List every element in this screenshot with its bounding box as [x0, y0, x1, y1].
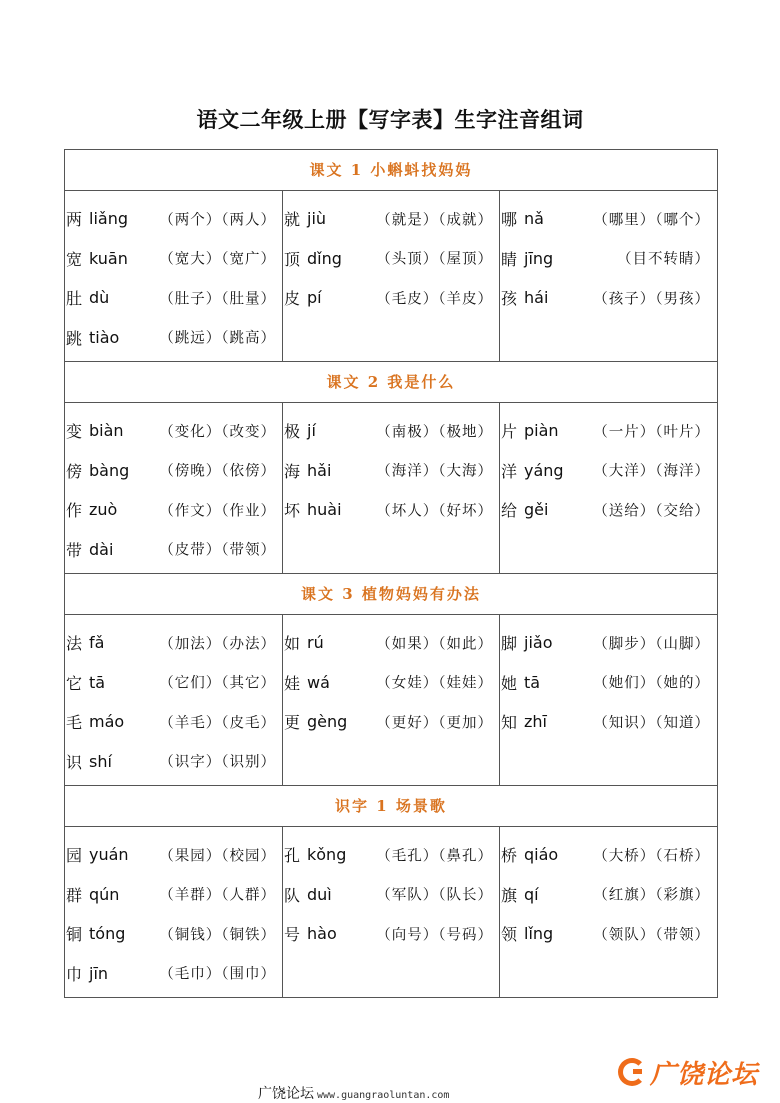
character-entry [500, 239, 716, 279]
lesson-column [499, 191, 716, 361]
pinyin: duì [307, 884, 332, 904]
pinyin: qún [89, 884, 120, 904]
word-examples: （毛孔）（鼻孔） [376, 848, 493, 865]
character: 队 [284, 885, 301, 905]
character: 给 [501, 501, 518, 521]
word-examples: （向号）（号码） [376, 927, 493, 944]
lesson-heading: 课文 1 小蝌蚪找妈妈 [65, 150, 717, 191]
character: 极 [284, 422, 301, 442]
pinyin: kǒng [307, 845, 347, 865]
character-entry [500, 199, 716, 239]
word-examples: （南极）（极地） [376, 424, 493, 441]
pinyin: zhī [524, 712, 547, 732]
character-entry [65, 199, 282, 239]
pinyin: lǐng [524, 924, 554, 944]
word-examples: （果园）（校园） [159, 848, 276, 865]
pinyin: qiáo [524, 845, 559, 865]
character-entry [65, 278, 282, 318]
character: 两 [66, 210, 83, 230]
pinyin: tā [89, 672, 106, 692]
character-entry [65, 239, 282, 279]
character-entry [65, 318, 282, 358]
pinyin: tiào [89, 327, 120, 347]
word-examples: （更好）（更加） [376, 715, 493, 732]
character: 娃 [284, 673, 301, 693]
character-entry [500, 835, 716, 875]
character-entry [283, 278, 499, 318]
character-entry [65, 530, 282, 570]
word-examples: （脚步）（山脚） [593, 636, 710, 653]
character: 它 [66, 673, 83, 693]
character-entry [65, 411, 282, 451]
character: 识 [66, 752, 83, 772]
character: 肚 [66, 289, 83, 309]
pinyin: bàng [89, 460, 130, 480]
word-examples: （两个）（两人） [159, 212, 276, 229]
word-examples: （女娃）（娃娃） [376, 675, 493, 692]
lesson-columns [65, 403, 717, 573]
pinyin: shí [89, 751, 112, 771]
character-entry [65, 490, 282, 530]
word-examples: （头顶）（屋顶） [376, 251, 493, 268]
word-examples: （如果）（如此） [376, 636, 493, 653]
character-entry [65, 954, 282, 994]
character: 巾 [66, 964, 83, 984]
pinyin: gěi [524, 500, 549, 520]
lesson-column [282, 403, 499, 573]
character: 铜 [66, 925, 83, 945]
character: 洋 [501, 461, 518, 481]
lesson-column [65, 827, 282, 997]
character-entry [283, 835, 499, 875]
character: 脚 [501, 634, 518, 654]
character: 顶 [284, 249, 301, 269]
word-examples: （跳远）（跳高） [159, 330, 276, 347]
character-entry [65, 702, 282, 742]
footer [258, 1083, 449, 1103]
character-entry [500, 663, 716, 703]
lesson-section [65, 362, 717, 574]
lesson-columns [65, 615, 717, 785]
character: 旗 [501, 885, 518, 905]
pinyin: pí [307, 288, 322, 308]
logo-g-icon [618, 1058, 646, 1086]
word-examples: （知识）（知道） [593, 715, 710, 732]
footer-site-name: 广饶论坛 [258, 1086, 314, 1102]
pinyin: hái [524, 288, 549, 308]
character: 她 [501, 673, 518, 693]
character: 孔 [284, 846, 301, 866]
character-entry [500, 702, 716, 742]
logo-text: 广饶论坛 [650, 1059, 759, 1090]
pinyin: jiǎo [524, 633, 553, 653]
character: 桥 [501, 846, 518, 866]
lesson-column [65, 403, 282, 573]
character-entry [65, 663, 282, 703]
word-examples: （她们）（她的） [593, 675, 710, 692]
word-examples: （一片）（叶片） [593, 424, 710, 441]
word-examples: （宽大）（宽广） [159, 251, 276, 268]
lesson-column [282, 827, 499, 997]
character-entry [283, 702, 499, 742]
word-examples: （铜钱）（铜铁） [159, 927, 276, 944]
character: 领 [501, 925, 518, 945]
character-table [64, 149, 718, 998]
pinyin: wá [307, 672, 330, 692]
character: 群 [66, 885, 83, 905]
pinyin: máo [89, 712, 125, 732]
lesson-section [65, 574, 717, 786]
pinyin: hǎi [307, 460, 332, 480]
character-entry [500, 278, 716, 318]
character: 傍 [66, 461, 83, 481]
word-examples: （孩子）（男孩） [593, 291, 710, 308]
character-entry [283, 451, 499, 491]
character: 如 [284, 634, 301, 654]
word-examples: （坏人）（好坏） [376, 503, 493, 520]
pinyin: biàn [89, 421, 124, 441]
character-entry [65, 875, 282, 915]
character-entry [500, 623, 716, 663]
character-entry [65, 451, 282, 491]
pinyin: yáng [524, 460, 564, 480]
character: 变 [66, 422, 83, 442]
character-entry [283, 490, 499, 530]
pinyin: hào [307, 924, 337, 944]
word-examples: （大洋）（海洋） [593, 463, 710, 480]
pinyin: jiù [307, 209, 327, 229]
word-examples: （哪里）（哪个） [593, 212, 710, 229]
character-entry [283, 875, 499, 915]
lesson-column [65, 615, 282, 785]
word-examples: （作文）（作业） [159, 503, 276, 520]
lesson-column [65, 191, 282, 361]
word-examples: （毛皮）（羊皮） [376, 291, 493, 308]
character: 就 [284, 210, 301, 230]
pinyin: qí [524, 884, 539, 904]
page-title: 语文二年级上册【写字表】生字注音组词 [196, 108, 584, 132]
pinyin: dài [89, 539, 114, 559]
word-examples: （送给）（交给） [593, 503, 710, 520]
character: 法 [66, 634, 83, 654]
lesson-heading: 课文 2 我是什么 [65, 362, 717, 403]
pinyin: liǎng [89, 209, 128, 229]
word-examples: （目不转睛） [617, 251, 710, 268]
lesson-column [282, 191, 499, 361]
word-examples: （傍晚）（依傍） [159, 463, 276, 480]
character-entry [500, 451, 716, 491]
character-entry [65, 914, 282, 954]
character-entry [283, 663, 499, 703]
pinyin: jīng [524, 248, 554, 268]
character: 海 [284, 461, 301, 481]
footer-url[interactable]: www.guangraoluntan.com [317, 1090, 450, 1101]
lesson-heading: 课文 3 植物妈妈有办法 [65, 574, 717, 615]
character: 皮 [284, 289, 301, 309]
character: 园 [66, 846, 83, 866]
pinyin: fǎ [89, 633, 105, 653]
pinyin: yuán [89, 845, 129, 865]
word-examples: （羊毛）（皮毛） [159, 715, 276, 732]
lesson-heading: 识字 1 场景歌 [65, 786, 717, 827]
character: 宽 [66, 249, 83, 269]
pinyin: tóng [89, 924, 126, 944]
word-examples: （识字）（识别） [159, 754, 276, 771]
pinyin: rú [307, 633, 324, 653]
word-examples: （领队）（带领） [593, 927, 710, 944]
character: 睛 [501, 249, 518, 269]
character-entry [65, 742, 282, 782]
lesson-columns [65, 191, 717, 361]
character: 作 [66, 501, 83, 521]
pinyin: nǎ [524, 209, 544, 229]
character: 号 [284, 925, 301, 945]
character-entry [283, 239, 499, 279]
pinyin: kuān [89, 248, 128, 268]
character-entry [65, 835, 282, 875]
word-examples: （皮带）（带领） [159, 542, 276, 559]
character: 孩 [501, 289, 518, 309]
word-examples: （加法）（办法） [159, 636, 276, 653]
word-examples: （羊群）（人群） [159, 887, 276, 904]
character: 哪 [501, 210, 518, 230]
lesson-section [65, 786, 717, 998]
character-entry [283, 199, 499, 239]
lesson-columns [65, 827, 717, 997]
character: 更 [284, 713, 301, 733]
word-examples: （就是）（成就） [376, 212, 493, 229]
lesson-column [499, 827, 716, 997]
pinyin: dǐng [307, 248, 342, 268]
pinyin: tā [524, 672, 541, 692]
site-logo[interactable] [618, 1052, 778, 1092]
word-examples: （海洋）（大海） [376, 463, 493, 480]
pinyin: jí [307, 421, 316, 441]
character: 坏 [284, 501, 301, 521]
word-examples: （红旗）（彩旗） [593, 887, 710, 904]
lesson-column [499, 403, 716, 573]
pinyin: gèng [307, 712, 348, 732]
character: 跳 [66, 328, 83, 348]
pinyin: huài [307, 500, 342, 520]
word-examples: （毛巾）（围巾） [159, 966, 276, 983]
pinyin: piàn [524, 421, 559, 441]
character: 知 [501, 713, 518, 733]
character-entry [500, 914, 716, 954]
pinyin: jīn [89, 963, 109, 983]
character-entry [500, 875, 716, 915]
lesson-section [65, 150, 717, 362]
pinyin: dù [89, 288, 110, 308]
character-entry [283, 411, 499, 451]
lesson-column [499, 615, 716, 785]
word-examples: （肚子）（肚量） [159, 291, 276, 308]
pinyin: zuò [89, 500, 118, 520]
word-examples: （它们）（其它） [159, 675, 276, 692]
word-examples: （变化）（改变） [159, 424, 276, 441]
character-entry [500, 490, 716, 530]
character-entry [500, 411, 716, 451]
lesson-column [282, 615, 499, 785]
word-examples: （军队）（队长） [376, 887, 493, 904]
word-examples: （大桥）（石桥） [593, 848, 710, 865]
character-entry [283, 914, 499, 954]
character: 毛 [66, 713, 83, 733]
character: 带 [66, 540, 83, 560]
character: 片 [501, 422, 518, 442]
character-entry [65, 623, 282, 663]
character-entry [283, 623, 499, 663]
